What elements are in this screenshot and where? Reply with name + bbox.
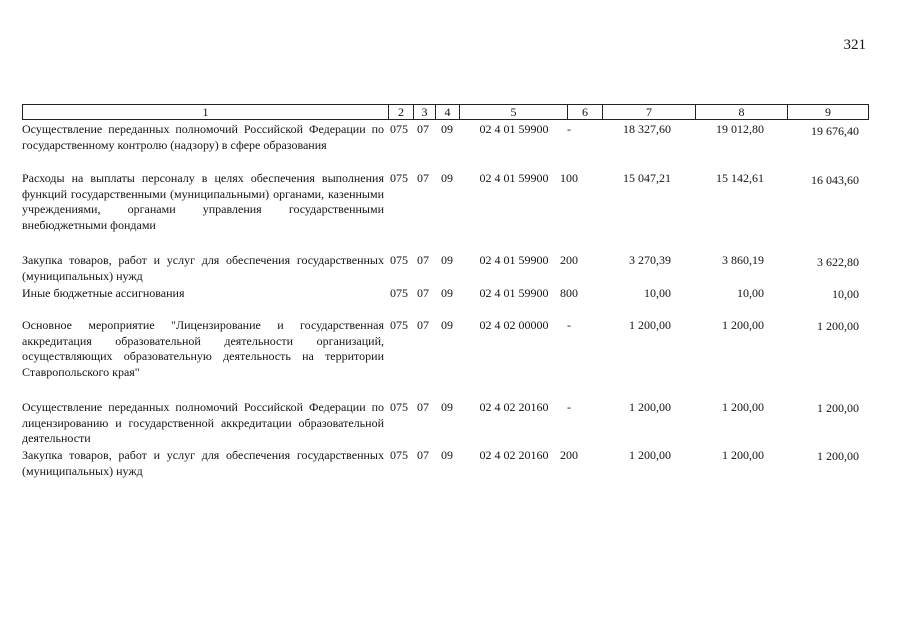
row-name: Осуществление переданных полномочий Российской Федерации по лицензированию и государственной аккредитации образовательной деятельности (22, 400, 384, 445)
row-expense-type: 200 (560, 448, 578, 462)
header-col-1: 1 (23, 105, 389, 119)
header-col-9: 9 (825, 105, 831, 119)
row-section: 07 (417, 286, 429, 300)
row-name: Закупка товаров, работ и услуг для обеспечения государственных (муниципальных) нужд (22, 448, 384, 478)
row-amount-col9: 1 200,00 (817, 401, 859, 415)
row-amount-col9: 10,00 (832, 287, 859, 301)
row-expense-type: - (567, 400, 571, 414)
row-amount-col8: 10,00 (737, 286, 764, 300)
row-amount-col8: 1 200,00 (722, 400, 764, 414)
row-section: 07 (417, 318, 429, 332)
row-ministry-code: 075 (390, 171, 408, 185)
row-target-article: 02 4 01 59900 (479, 122, 549, 136)
row-subsection: 09 (441, 318, 453, 332)
row-expense-type: 800 (560, 286, 578, 300)
row-target-article: 02 4 01 59900 (479, 171, 549, 185)
row-ministry-code: 075 (390, 122, 408, 136)
row-amount-col8: 1 200,00 (722, 448, 764, 462)
row-subsection: 09 (441, 122, 453, 136)
row-section: 07 (417, 448, 429, 462)
header-col-8: 8 (696, 105, 788, 119)
row-subsection: 09 (441, 400, 453, 414)
page-number: 321 (843, 37, 866, 53)
row-amount-col7: 3 270,39 (629, 253, 671, 267)
row-expense-type: - (567, 122, 571, 136)
row-target-article: 02 4 01 59900 (479, 253, 549, 267)
row-target-article: 02 4 01 59900 (479, 286, 549, 300)
row-amount-col8: 1 200,00 (722, 318, 764, 332)
row-amount-col8: 19 012,80 (716, 122, 764, 136)
header-col-4: 4 (436, 105, 460, 119)
row-expense-type: 200 (560, 253, 578, 267)
row-target-article: 02 4 02 00000 (479, 318, 549, 332)
row-amount-col9: 3 622,80 (817, 255, 859, 269)
row-target-article: 02 4 02 20160 (479, 400, 549, 414)
row-amount-col8: 15 142,61 (716, 171, 764, 185)
row-ministry-code: 075 (390, 286, 408, 300)
budget-table (22, 104, 869, 478)
row-target-article: 02 4 02 20160 (479, 448, 549, 462)
row-subsection: 09 (441, 286, 453, 300)
row-ministry-code: 075 (390, 318, 408, 332)
row-name: Осуществление переданных полномочий Российской Федерации по государственному контролю (надзору) в сфере образования (22, 122, 384, 152)
row-section: 07 (417, 171, 429, 185)
row-section: 07 (417, 122, 429, 136)
header-col-6: 6 (568, 105, 603, 119)
row-ministry-code: 075 (390, 400, 408, 414)
row-amount-col7: 1 200,00 (629, 318, 671, 332)
header-col-7: 7 (603, 105, 696, 119)
row-section: 07 (417, 400, 429, 414)
row-subsection: 09 (441, 171, 453, 185)
row-amount-col9: 16 043,60 (811, 173, 859, 187)
row-amount-col9: 19 676,40 (811, 124, 859, 138)
table-header-row (22, 104, 869, 120)
row-amount-col9: 1 200,00 (817, 449, 859, 463)
row-subsection: 09 (441, 448, 453, 462)
row-expense-type: - (567, 318, 571, 332)
row-amount-col7: 18 327,60 (623, 122, 671, 136)
row-amount-col9: 1 200,00 (817, 319, 859, 333)
header-col-5: 5 (460, 105, 568, 119)
row-expense-type: 100 (560, 171, 578, 185)
row-name: Закупка товаров, работ и услуг для обеспечения государственных (муниципальных) нужд (22, 253, 384, 283)
row-subsection: 09 (441, 253, 453, 267)
row-amount-col7: 10,00 (644, 286, 671, 300)
row-ministry-code: 075 (390, 253, 408, 267)
row-name: Расходы на выплаты персоналу в целях обеспечения выполнения функций государственными (муниципальными) органами, казенными учреждениями, органами управления государственными внебюджетными фондами (22, 171, 384, 232)
header-col-3: 3 (414, 105, 436, 119)
row-name: Основное мероприятие "Лицензирование и государственная аккредитация образовательной деятельности организаций, осуществляющих образовательную деятельность на территории Ставропольского края" (22, 318, 384, 379)
row-section: 07 (417, 253, 429, 267)
row-amount-col7: 1 200,00 (629, 448, 671, 462)
row-amount-col7: 15 047,21 (623, 171, 671, 185)
row-ministry-code: 075 (390, 448, 408, 462)
row-amount-col8: 3 860,19 (722, 253, 764, 267)
header-col-2: 2 (389, 105, 414, 119)
row-amount-col7: 1 200,00 (629, 400, 671, 414)
row-name: Иные бюджетные ассигнования (22, 286, 185, 300)
